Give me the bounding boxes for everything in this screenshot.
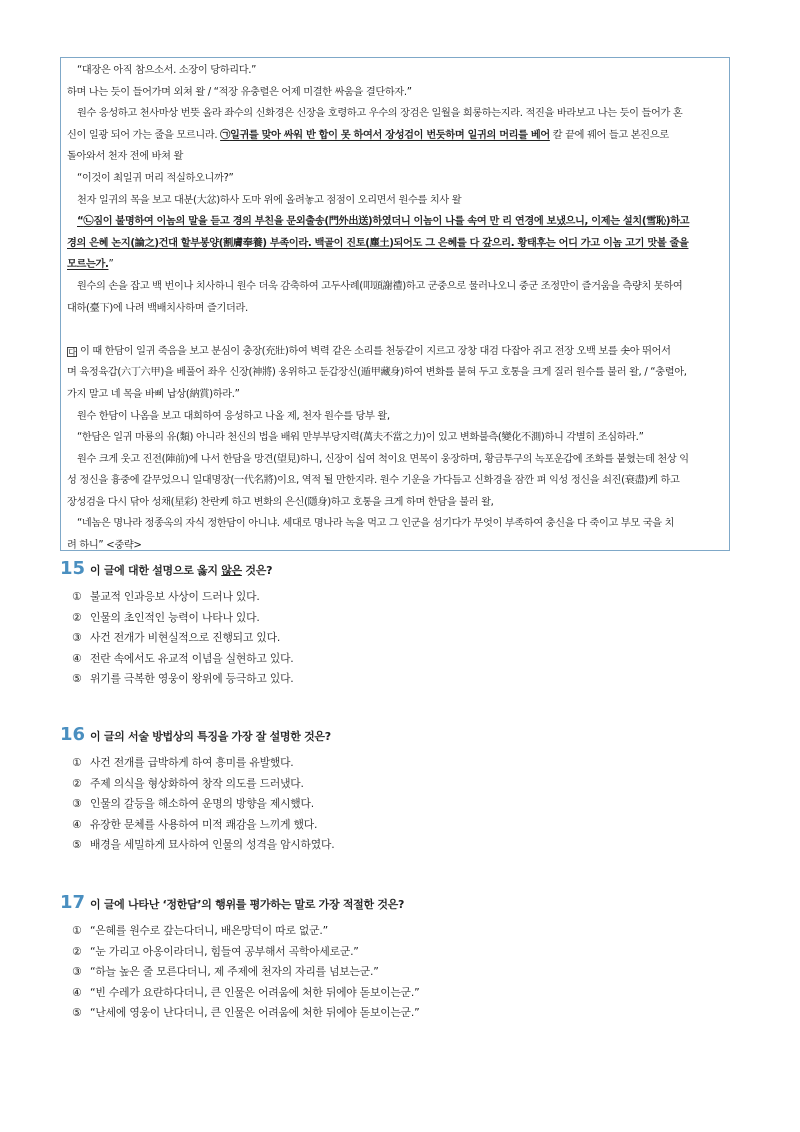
passage-line: 돌아와서 천자 전에 바쳐 왈 [67, 151, 183, 163]
option-5[interactable] [72, 669, 740, 690]
passage-line: 성 정신을 흉중에 갈무었으니 일대명장(一代名將)이요, 역적 될 만한지라. 원수 기운을 가다듬고 신화경을 잠깐 펴 익성 정신을 쇠진(衰盡)케 하고 [67, 475, 680, 487]
question-number: 16 [60, 724, 86, 745]
passage-line [67, 341, 721, 363]
underlined-passage-b: “㉡짐이 불명하여 이놈의 말을 듣고 경의 부친을 문외출송(門外出送)하였더니 이놈이 나를 속여 만 리 연경에 보냈으니, 이제는 설치(雪恥)하고 [77, 216, 690, 228]
option-text: “난세에 영웅이 난다더니, 큰 인물은 어려움에 처한 뒤에야 돋보이는군.” [90, 1006, 420, 1019]
option-number: ⑤ [72, 672, 82, 685]
option-text: 유장한 문체를 사용하여 미적 쾌감을 느끼게 했다. [90, 817, 318, 831]
option-number: ⑤ [72, 1006, 82, 1019]
option-number: ③ [72, 965, 82, 978]
option-number: ④ [72, 985, 82, 999]
question-text-part: 이 글에 대한 설명으로 옳지 [90, 564, 222, 577]
question-text-part: 것은? [241, 564, 273, 577]
option-number: ④ [72, 651, 82, 665]
option-text: 배경을 세밀하게 묘사하여 인물의 성격을 암시하였다. [90, 838, 335, 851]
option-number: ④ [72, 817, 82, 831]
passage-line: 며 육정육갑(六丁六甲)을 베풀어 좌우 신장(神將) 옹위하고 둔갑장신(遁甲藏身)하여 변화를 붙혀 두고 호통을 크게 질러 원수를 불러 왈, / “충렬아, [67, 367, 687, 379]
option-4[interactable] [72, 983, 740, 1004]
question-text [90, 562, 272, 578]
passage-line: “대장은 아직 참으소서. 소장이 당하리다.” [77, 65, 257, 76]
option-3[interactable] [72, 962, 740, 983]
options-list [72, 921, 740, 1024]
option-text: 사건 전개가 비현실적으로 진행되고 있다. [90, 631, 281, 644]
option-1[interactable] [72, 753, 740, 774]
option-number: ② [72, 610, 82, 624]
option-number: ③ [72, 797, 82, 810]
option-5[interactable] [72, 835, 740, 856]
underlined-text-b1: 짐이 불명하여 이놈의 말을 듣고 경의 부친을 문외출송(門外出送)하였더니 이놈이 나를 속여 만 리 연경에 보냈으니, 이제는 설치(雪恥)하고 [93, 216, 690, 228]
option-1[interactable] [72, 587, 740, 608]
passage-line: 모르는가.” [67, 259, 114, 271]
options-list [72, 753, 740, 856]
question-number: 17 [60, 892, 86, 913]
option-text: 사건 전개를 급박하게 하여 흥미를 유발했다. [90, 756, 294, 769]
passage-line: “네놈은 명나라 정종옥의 자식 정한담이 아니냐. 세대로 명나라 녹을 먹고 그 인군을 섬기다가 무엇이 부족하여 충신을 다 죽이고 부모 국을 치 [77, 518, 675, 530]
option-text: 주제 의식을 형상화하여 창작 의도를 드러냈다. [90, 776, 304, 790]
passage-line: 원수 응성하고 천사마상 번뜻 올라 좌수의 신화경은 신장을 호령하고 우수의 장검은 일월을 희롱하는지라. 적진을 바라보고 나는 듯이 들어가 혼 [77, 108, 683, 120]
option-number: ① [72, 924, 82, 937]
question-text: 이 글의 서술 방법상의 특징을 가장 잘 설명한 것은? [90, 730, 331, 743]
option-number: ③ [72, 631, 82, 644]
section-gap [67, 319, 721, 341]
option-text: “은혜를 원수로 갚는다더니, 배은망덕이 따로 없군.” [90, 924, 329, 937]
passage-line: 원수의 손을 잡고 백 번이나 치사하니 원수 더욱 감축하여 고두사례(叩頭謝禮)하고 군중으로 물러나오니 중군 조정만이 즐거움을 측량치 못하여 [77, 280, 683, 292]
passage-line: “이것이 최일귀 머리 적실하오니까?” [77, 172, 234, 184]
question-17 [60, 892, 740, 1024]
passage-text: 신이 일광 되어 가는 줄을 모르니라. [67, 129, 218, 141]
option-5[interactable] [72, 1003, 740, 1024]
underlined-text-b3: 모르는가. [67, 259, 109, 271]
option-text: “빈 수레가 요란하다더니, 큰 인물은 어려움에 처한 뒤에야 돋보이는군.” [90, 985, 420, 999]
option-3[interactable] [72, 794, 740, 815]
options-list [72, 587, 740, 690]
passage-line: “한담은 일귀 마룡의 유(類) 아니라 천신의 법을 배워 만부부당지력(萬夫不當之力)이 있고 변화불측(變化不測)하니 각별히 조심하라.” [77, 432, 644, 444]
option-number: ① [72, 756, 82, 769]
question-header [60, 724, 740, 745]
underlined-text-b2: 경의 은혜 논지(論之)건대 할부봉양(割膚奉養) 부족이라. 백골이 진토(塵土)되어도 그 은혜를 다 갚으리. 황태후는 어디 가고 이놈 고기 맛볼 줄을 [67, 237, 689, 249]
option-number: ① [72, 590, 82, 603]
option-2[interactable] [72, 774, 740, 795]
question-16 [60, 724, 740, 856]
passage-line: 천자 일귀의 목을 보고 대분(大忿)하사 도마 위에 올려놓고 점점이 오리면서 원수를 치사 왈 [77, 194, 462, 206]
passage-line: 장성검을 다시 닦아 성채(星彩) 찬란케 하고 변화의 은신(隱身)하고 호통을 크게 하며 한담을 불러 왈, [67, 496, 494, 508]
option-text: 불교적 인과응보 사상이 드러나 있다. [90, 590, 260, 603]
passage-line [67, 211, 721, 233]
question-number: 15 [60, 558, 86, 579]
option-text: 전란 속에서도 유교적 이념을 실현하고 있다. [90, 651, 294, 665]
option-text: “눈 가리고 아옹이라더니, 힘들여 공부해서 곡학아세로군.” [90, 944, 359, 958]
passage-line [67, 125, 721, 147]
passage-text: 칼 끝에 꿰어 들고 본진으로 [549, 129, 669, 141]
mark-b: ㉡ [83, 216, 94, 228]
option-2[interactable] [72, 942, 740, 963]
option-2[interactable] [72, 608, 740, 629]
option-text: 위기를 극복한 영웅이 왕위에 등극하고 있다. [90, 672, 294, 685]
option-3[interactable] [72, 628, 740, 649]
underlined-text-a: 일귀를 맞아 싸워 반 합이 못 하여서 장성검이 번듯하며 일귀의 머리를 베어 [229, 129, 550, 141]
question-text: 이 글에 나타난 ‘정한담’의 행위를 평가하는 말로 가장 적절한 것은? [90, 898, 405, 911]
underlined-passage-a [220, 130, 550, 141]
option-4[interactable] [72, 815, 740, 836]
question-text-underlined: 않은 [221, 564, 242, 577]
passage-line: 원수 크게 웃고 진전(陣前)에 나서 한담을 망견(望見)하니, 신장이 십여 척이요 면목이 웅장하며, 황금투구의 녹포운갑에 조화를 붙혔는데 천상 익 [77, 453, 689, 465]
passage-line: 려 하니” <중략> [67, 540, 142, 552]
question-15 [60, 558, 740, 690]
passage-line: 하며 나는 듯이 들어가며 외쳐 왈 / “적장 유충렬은 어제 미결한 싸움을 결단하자.” [67, 86, 412, 98]
option-number: ⑤ [72, 838, 82, 851]
passage-line [67, 233, 721, 255]
option-text: 인물의 갈등을 해소하여 운명의 방향을 제시했다. [90, 797, 314, 810]
section-mark-box: 다 [68, 347, 76, 357]
option-number: ② [72, 776, 82, 790]
question-header [60, 558, 740, 579]
passage-line: 가지 말고 네 목을 바삐 납상(納賞)하라.” [67, 388, 240, 400]
option-number: ② [72, 944, 82, 958]
option-text: 인물의 초인적인 능력이 나타나 있다. [90, 610, 260, 624]
passage-line: 원수 한담이 나옴을 보고 대희하여 응성하고 나올 제, 천자 원수를 당부 왈, [77, 410, 390, 422]
option-4[interactable] [72, 649, 740, 670]
mark-a: ㉠ [220, 129, 230, 141]
option-1[interactable] [72, 921, 740, 942]
question-header [60, 892, 740, 913]
passage-text: 이 때 한담이 일귀 죽음을 보고 분심이 충장(充壯)하여 벽력 같은 소리를 천둥같이 지르고 장창 대검 다잡아 쥐고 전장 오백 보를 솟아 뛰어서 [80, 345, 671, 357]
passage-box [60, 57, 730, 551]
passage-line: 대하(臺下)에 나려 백배치사하며 즐기더라. [67, 302, 248, 314]
option-text: “하늘 높은 줄 모른다더니, 제 주제에 천자의 자리를 넘보는군.” [90, 965, 379, 978]
